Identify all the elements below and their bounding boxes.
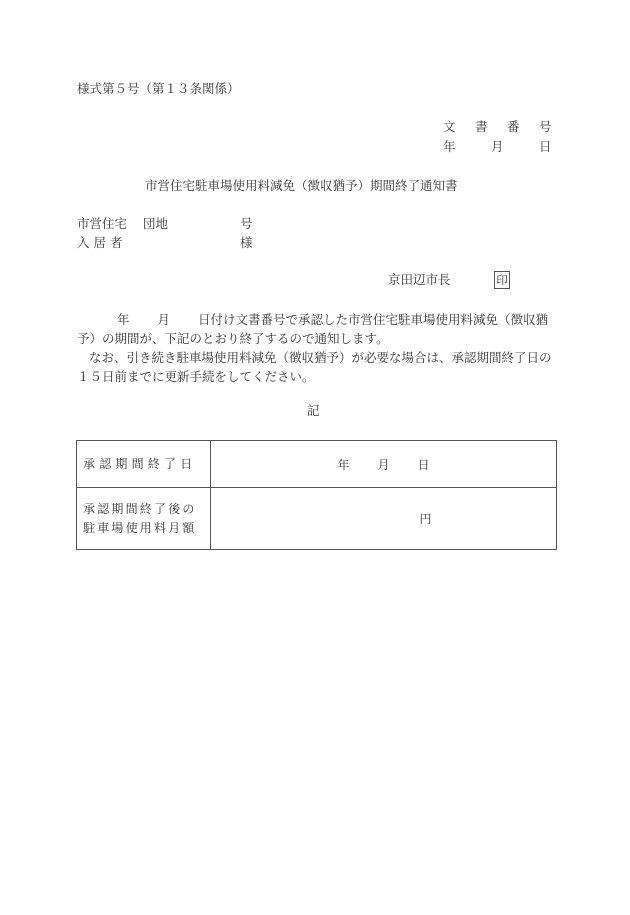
document-date-label	[443, 141, 552, 154]
table-row	[77, 441, 557, 488]
resident-label: 入 居 者	[77, 235, 123, 250]
table-row	[77, 488, 557, 550]
body-text-1: 日付け文書番号で承認した市営住宅駐車場使用料減免（徴収猶予）の期間が、下記のとおり終了するので通知します。	[77, 312, 549, 346]
form-number: 様式第５号（第１３条関係）	[77, 81, 240, 96]
end-date-label: 承認期間終了日	[77, 441, 211, 488]
doc-number-char: 号	[539, 119, 552, 134]
end-day: 日	[417, 457, 430, 472]
housing-label: 市営住宅	[77, 216, 128, 231]
doc-number-char: 文	[443, 119, 456, 134]
doc-number-char: 書	[475, 119, 488, 134]
end-year: 年	[337, 457, 350, 472]
recipient-housing	[77, 218, 253, 231]
recipient-resident	[77, 237, 253, 250]
ki-heading: 記	[307, 403, 320, 418]
monthly-fee-label	[77, 488, 211, 550]
seal-stamp: 印	[494, 271, 510, 289]
document-number-label	[443, 121, 552, 134]
date-year: 年	[443, 139, 456, 154]
body-year: 年	[117, 312, 130, 327]
monthly-fee-label-line1: 承認期間終了後の	[83, 501, 197, 516]
end-date-value	[211, 441, 557, 488]
end-month: 月	[377, 457, 390, 472]
record-table	[76, 440, 557, 550]
yen-unit: 円	[419, 512, 432, 526]
date-month: 月	[491, 139, 504, 154]
issuer-name: 京田辺市長	[388, 272, 451, 287]
notice-body	[77, 310, 553, 386]
monthly-fee-value	[211, 488, 557, 550]
danchi-label: 団地	[143, 216, 169, 231]
monthly-fee-label-line2: 駐車場使用料月額	[83, 520, 197, 535]
date-day: 日	[539, 139, 552, 154]
notice-paragraph-2	[77, 348, 553, 386]
doc-number-char: 番	[507, 119, 520, 134]
number-label: 号	[240, 216, 253, 231]
body-text-2: なお、引き続き駐車場使用料減免（徴収猶予）が必要な場合は、承認期間終了日の１５日前までに更新手続をしてください。	[77, 350, 552, 384]
honorific: 様	[240, 235, 253, 250]
notice-paragraph-1	[77, 310, 553, 348]
document-title: 市営住宅駐車場使用料減免（徴収猶予）期間終了通知書	[145, 178, 458, 193]
body-month: 月	[157, 312, 171, 327]
